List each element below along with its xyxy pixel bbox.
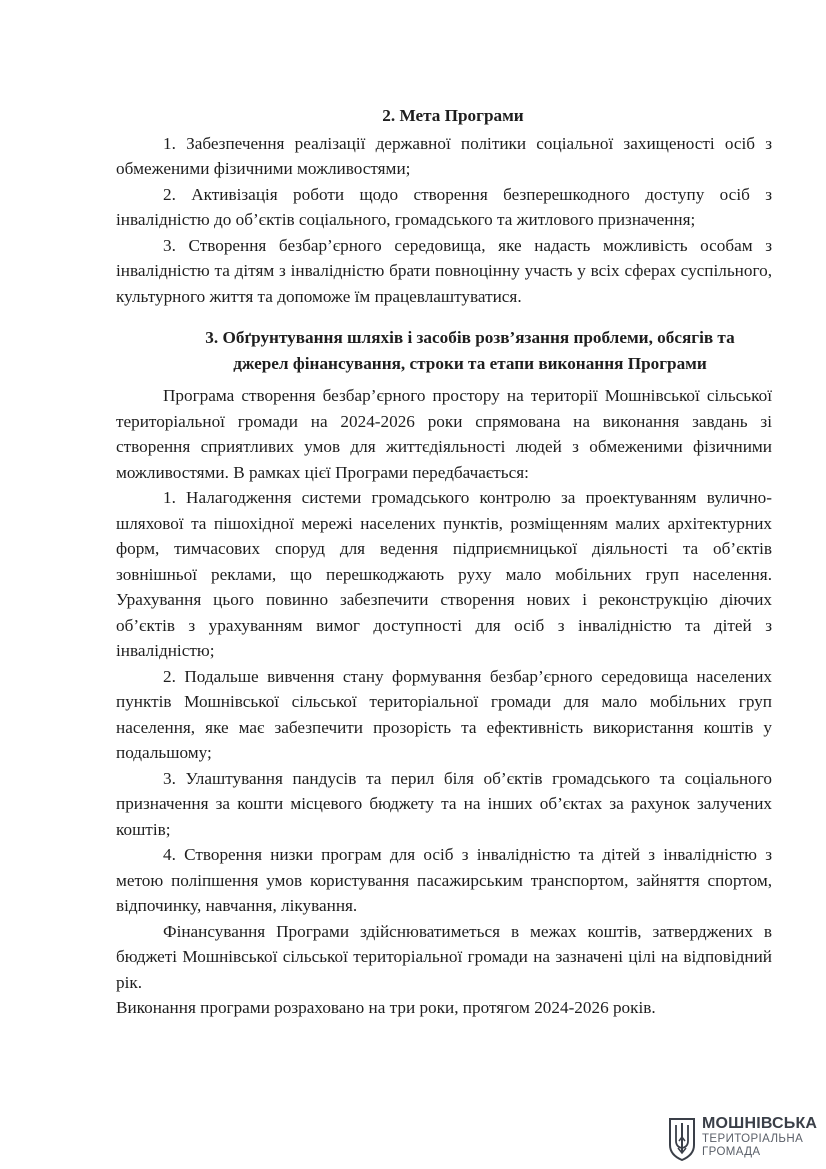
- section-3-item-1: 1. Налагодження системи громадського контролю за проектуванням вулично-шляхової та пішохідної мережі населених пунктів, розміщенням малих архітектурних форм, тимчасових споруд для ведення підприємницької діяльності та об’єктів зовнішньої реклами, що перешкоджають руху мало мобільних груп населення. Урахування цього повинно забезпечити створення нових і реконструкцію діючих об’єктів з урахуванням вимог доступності для осіб з інвалідністю та дітей з інвалідністю;: [116, 488, 772, 660]
- section-3-item-3: 3. Улаштування пандусів та перил біля об’єктів громадського та соціального призначення за кошти місцевого бюджету та на інших об’єктах за рахунок залучених коштів;: [116, 768, 772, 839]
- section-3-financing: Фінансування Програми здійснюватиметься в межах коштів, затверджених в бюджеті Мошнівської сільської територіальної громади на зазначені цілі на відповідний рік.: [116, 921, 772, 992]
- section-2-heading: 2. Мета Програми: [382, 106, 524, 125]
- section-3-intro: Програма створення безбар’єрного простору на території Мошнівської сільської територіальної громади на 2024-2026 роки спрямована на виконання завдань зі створення сприятливих умов для життєдіяльності людей з обмеженими фізичними можливостями. В рамках цієї Програми передбачається:: [116, 386, 772, 482]
- community-logo: [668, 1113, 818, 1161]
- section-2-item-3: 3. Створення безбар’єрного середовища, яке надасть можливість особам з інвалідністю та дітям з інвалідністю брати повноцінну участь у всіх сферах суспільного, культурного життя та допоможе їм працевлаштуватися.: [116, 235, 772, 306]
- section-3-heading-line-1: 3. Обґрунтування шляхів і засобів розв’язання проблеми, обсягів та: [205, 328, 735, 347]
- document-page: [116, 97, 772, 1021]
- logo-subtitle-1: ТЕРИТОРІАЛЬНА: [702, 1133, 804, 1145]
- section-3-heading-line-2: джерел фінансування, строки та етапи виконання Програми: [233, 353, 707, 373]
- section-3-duration: Виконання програми розраховано на три роки, протягом 2024-2026 років.: [116, 998, 656, 1017]
- trident-coat-of-arms-icon: [668, 1117, 696, 1161]
- logo-subtitle-2: ГРОМАДА: [702, 1146, 761, 1158]
- logo-title: МОШНІВСЬКА: [702, 1115, 818, 1132]
- section-3-item-4: 4. Створення низки програм для осіб з інвалідністю та дітей з інвалідністю з метою поліпшення умов користування пасажирським транспортом, зайняття спортом, відпочинку, навчання, лікування.: [116, 845, 772, 915]
- section-2-item-1: 1. Забезпечення реалізації державної політики соціальної захищеності осіб з обмеженими фізичними можливостями;: [116, 133, 772, 178]
- section-3-heading: [116, 325, 772, 376]
- section-2-item-2: 2. Активізація роботи щодо створення безперешкодного доступу осіб з інвалідністю до об’єктів соціального, громадського та житлового призначення;: [116, 184, 772, 229]
- section-3-item-2: 2. Подальше вивчення стану формування безбар’єрного середовища населених пунктів Мошнівської сільської територіальної громади для мало мобільних груп населення, яке має забезпечити прозорість та ефективність використання коштів у подальшому;: [116, 666, 772, 762]
